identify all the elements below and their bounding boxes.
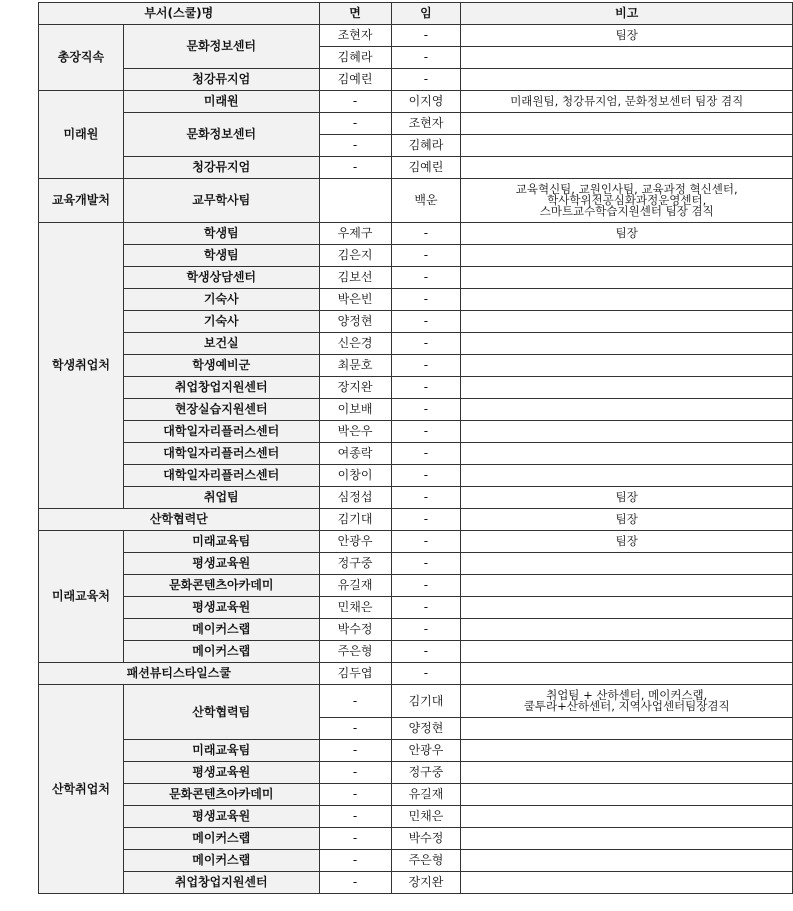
table-row — [39, 740, 793, 762]
header-note: 비고 — [461, 3, 793, 25]
note-cell — [461, 47, 793, 69]
im-cell: 장지완 — [391, 872, 461, 894]
sub-unit-cell: 취업팀 — [123, 487, 319, 509]
table-row — [39, 828, 793, 850]
department-cell: 미래원 — [39, 91, 124, 179]
myeon-cell: 심정섭 — [319, 487, 391, 509]
note-cell — [461, 663, 793, 685]
myeon-cell: 정구중 — [319, 553, 391, 575]
myeon-cell: - — [319, 740, 391, 762]
sub-unit-cell: 문화정보센터 — [123, 25, 319, 69]
sub-unit-cell: 메이커스랩 — [123, 641, 319, 663]
table-row — [39, 333, 793, 355]
myeon-cell: 우제구 — [319, 223, 391, 245]
sub-unit-cell: 산학협력팀 — [123, 685, 319, 740]
myeon-cell: 조현자 — [319, 25, 391, 47]
department-name-cell: 산학협력단 — [39, 509, 320, 531]
im-cell: - — [391, 47, 461, 69]
sub-unit-cell: 청강뮤지엄 — [123, 69, 319, 91]
sub-unit-cell: 대학일자리플러스센터 — [123, 421, 319, 443]
myeon-cell: - — [319, 685, 391, 718]
table-body — [39, 25, 793, 894]
myeon-cell: 민채은 — [319, 597, 391, 619]
sub-unit-cell: 메이커스랩 — [123, 828, 319, 850]
note-cell: 교육혁신팀, 교원인사팀, 교육과정 혁신센터, 학사학위전공심화과정운영센터, 스마트교수학습지원센터 팀장 겸직 — [461, 179, 793, 223]
table-row — [39, 421, 793, 443]
im-cell: - — [391, 25, 461, 47]
myeon-cell: 양정현 — [319, 311, 391, 333]
myeon-cell: 박은우 — [319, 421, 391, 443]
table-row — [39, 487, 793, 509]
myeon-cell: - — [319, 718, 391, 740]
table-row — [39, 762, 793, 784]
im-cell: - — [391, 509, 461, 531]
im-cell: 양정현 — [391, 718, 461, 740]
im-cell: - — [391, 663, 461, 685]
table-row — [39, 25, 793, 47]
table-row — [39, 223, 793, 245]
im-cell: - — [391, 377, 461, 399]
department-cell: 학생취업처 — [39, 223, 124, 509]
sub-unit-cell: 메이커스랩 — [123, 619, 319, 641]
note-cell — [461, 806, 793, 828]
header-department: 부서(스쿨)명 — [39, 3, 320, 25]
table-row — [39, 784, 793, 806]
sub-unit-cell: 메이커스랩 — [123, 850, 319, 872]
im-cell: - — [391, 553, 461, 575]
myeon-cell: 김예린 — [319, 69, 391, 91]
myeon-cell: - — [319, 872, 391, 894]
myeon-cell: 박은빈 — [319, 289, 391, 311]
myeon-cell: 신은경 — [319, 333, 391, 355]
im-cell: 김기대 — [391, 685, 461, 718]
department-cell: 미래교육처 — [39, 531, 124, 663]
im-cell: - — [391, 69, 461, 91]
table-row — [39, 443, 793, 465]
department-cell: 교육개발처 — [39, 179, 124, 223]
myeon-cell: - — [319, 157, 391, 179]
myeon-cell: - — [319, 850, 391, 872]
note-cell — [461, 465, 793, 487]
note-cell — [461, 575, 793, 597]
myeon-cell: - — [319, 135, 391, 157]
sub-unit-cell: 평생교육원 — [123, 806, 319, 828]
sub-unit-cell: 기숙사 — [123, 311, 319, 333]
table-row — [39, 850, 793, 872]
sub-unit-cell: 학생예비군 — [123, 355, 319, 377]
note-cell — [461, 289, 793, 311]
header-im: 임 — [391, 3, 461, 25]
note-cell: 취업팀 + 산하센터, 메이커스랩, 쿨투라+산하센터, 지역사업센터팀장겸직 — [461, 685, 793, 718]
note-cell — [461, 135, 793, 157]
table-row — [39, 509, 793, 531]
myeon-cell: 김기대 — [319, 509, 391, 531]
table-row — [39, 619, 793, 641]
im-cell: 주은형 — [391, 850, 461, 872]
table-row — [39, 69, 793, 91]
im-cell: 민채은 — [391, 806, 461, 828]
sub-unit-cell: 취업창업지원센터 — [123, 872, 319, 894]
sub-unit-cell: 평생교육원 — [123, 597, 319, 619]
myeon-cell: 유길재 — [319, 575, 391, 597]
im-cell: 박수정 — [391, 828, 461, 850]
im-cell: - — [391, 245, 461, 267]
myeon-cell: 안광우 — [319, 531, 391, 553]
note-cell — [461, 421, 793, 443]
myeon-cell: 여종락 — [319, 443, 391, 465]
sub-unit-cell: 보건실 — [123, 333, 319, 355]
header-myeon: 면 — [319, 3, 391, 25]
sub-unit-cell: 평생교육원 — [123, 762, 319, 784]
sub-unit-cell: 문화콘텐츠아카데미 — [123, 575, 319, 597]
myeon-cell: 김두엽 — [319, 663, 391, 685]
note-cell: 팀장 — [461, 25, 793, 47]
table-row — [39, 399, 793, 421]
table-row — [39, 289, 793, 311]
note-cell — [461, 762, 793, 784]
myeon-cell: - — [319, 828, 391, 850]
table-row — [39, 465, 793, 487]
note-cell — [461, 553, 793, 575]
note-cell — [461, 443, 793, 465]
myeon-cell: - — [319, 113, 391, 135]
myeon-cell: - — [319, 91, 391, 113]
note-cell: 미래원팀, 청강뮤지엄, 문화정보센터 팀장 겸직 — [461, 91, 793, 113]
table-row — [39, 641, 793, 663]
myeon-cell: 김은지 — [319, 245, 391, 267]
note-cell — [461, 399, 793, 421]
note-cell — [461, 872, 793, 894]
note-cell — [461, 828, 793, 850]
sub-unit-cell: 학생상담센터 — [123, 267, 319, 289]
table-row — [39, 157, 793, 179]
note-cell — [461, 718, 793, 740]
table-row — [39, 663, 793, 685]
note-cell: 팀장 — [461, 509, 793, 531]
note-cell — [461, 377, 793, 399]
staff-table — [38, 2, 793, 894]
table-row — [39, 355, 793, 377]
im-cell: 이지영 — [391, 91, 461, 113]
myeon-cell: - — [319, 762, 391, 784]
sub-unit-cell: 청강뮤지엄 — [123, 157, 319, 179]
im-cell: 조현자 — [391, 113, 461, 135]
im-cell: - — [391, 355, 461, 377]
sub-unit-cell: 미래원 — [123, 91, 319, 113]
myeon-cell: - — [319, 806, 391, 828]
table-row — [39, 311, 793, 333]
table-row — [39, 685, 793, 718]
sub-unit-cell: 미래교육팀 — [123, 740, 319, 762]
table-row — [39, 267, 793, 289]
sub-unit-cell: 교무학사팀 — [123, 179, 319, 223]
myeon-cell: 주은형 — [319, 641, 391, 663]
sub-unit-cell: 현장실습지원센터 — [123, 399, 319, 421]
im-cell: 정구중 — [391, 762, 461, 784]
table-row — [39, 575, 793, 597]
table-row — [39, 597, 793, 619]
im-cell: 유길재 — [391, 784, 461, 806]
myeon-cell: 김보선 — [319, 267, 391, 289]
note-cell — [461, 784, 793, 806]
note-cell — [461, 311, 793, 333]
table-row — [39, 531, 793, 553]
im-cell: - — [391, 487, 461, 509]
table-row — [39, 179, 793, 223]
myeon-cell: 장지완 — [319, 377, 391, 399]
im-cell: - — [391, 641, 461, 663]
table-row — [39, 806, 793, 828]
sub-unit-cell: 미래교육팀 — [123, 531, 319, 553]
im-cell: 백운 — [391, 179, 461, 223]
note-cell — [461, 245, 793, 267]
im-cell: - — [391, 443, 461, 465]
note-cell — [461, 597, 793, 619]
im-cell: - — [391, 575, 461, 597]
department-name-cell: 패션뷰티스타일스쿨 — [39, 663, 320, 685]
note-cell — [461, 619, 793, 641]
sub-unit-cell: 평생교육원 — [123, 553, 319, 575]
im-cell: 김예린 — [391, 157, 461, 179]
im-cell: - — [391, 333, 461, 355]
im-cell: - — [391, 619, 461, 641]
sub-unit-cell: 학생팀 — [123, 245, 319, 267]
table-row — [39, 113, 793, 135]
im-cell: - — [391, 399, 461, 421]
myeon-cell: 김혜라 — [319, 47, 391, 69]
table-row — [39, 91, 793, 113]
myeon-cell: 최문호 — [319, 355, 391, 377]
im-cell: - — [391, 421, 461, 443]
im-cell: - — [391, 465, 461, 487]
sub-unit-cell: 문화정보센터 — [123, 113, 319, 157]
myeon-cell: 이보배 — [319, 399, 391, 421]
table-row — [39, 553, 793, 575]
myeon-cell: 박수정 — [319, 619, 391, 641]
department-cell: 산학취업처 — [39, 685, 124, 894]
im-cell: - — [391, 223, 461, 245]
note-cell — [461, 740, 793, 762]
note-cell — [461, 850, 793, 872]
im-cell: - — [391, 289, 461, 311]
myeon-cell: 이창이 — [319, 465, 391, 487]
sub-unit-cell: 대학일자리플러스센터 — [123, 443, 319, 465]
im-cell: 김혜라 — [391, 135, 461, 157]
sub-unit-cell: 문화콘텐츠아카데미 — [123, 784, 319, 806]
sub-unit-cell: 취업창업지원센터 — [123, 377, 319, 399]
staff-assignment-sheet — [38, 2, 793, 894]
im-cell: - — [391, 267, 461, 289]
note-cell: 팀장 — [461, 223, 793, 245]
note-cell: 팀장 — [461, 487, 793, 509]
note-cell — [461, 355, 793, 377]
note-cell — [461, 267, 793, 289]
im-cell: - — [391, 311, 461, 333]
im-cell: - — [391, 597, 461, 619]
note-cell — [461, 333, 793, 355]
table-row — [39, 377, 793, 399]
myeon-cell: - — [319, 784, 391, 806]
im-cell: 안광우 — [391, 740, 461, 762]
note-cell — [461, 69, 793, 91]
note-cell: 팀장 — [461, 531, 793, 553]
sub-unit-cell: 학생팀 — [123, 223, 319, 245]
note-cell — [461, 641, 793, 663]
department-cell: 총장직속 — [39, 25, 124, 91]
header-row — [39, 3, 793, 25]
table-row — [39, 245, 793, 267]
sub-unit-cell: 기숙사 — [123, 289, 319, 311]
im-cell: - — [391, 531, 461, 553]
note-cell — [461, 157, 793, 179]
sub-unit-cell: 대학일자리플러스센터 — [123, 465, 319, 487]
myeon-cell — [319, 179, 391, 223]
note-cell — [461, 113, 793, 135]
table-row — [39, 872, 793, 894]
